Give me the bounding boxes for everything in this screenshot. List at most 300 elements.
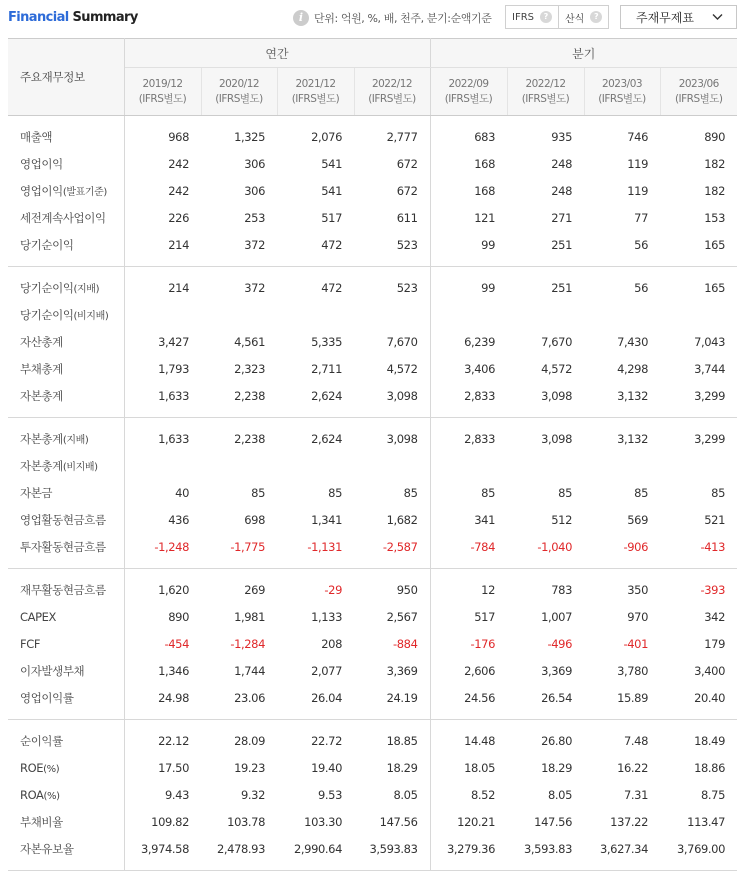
row-label-text: 이자발생부채 bbox=[20, 664, 85, 678]
value-cell: 3,400 bbox=[694, 664, 725, 678]
value-cell: 208 bbox=[321, 637, 342, 651]
row-label-suffix: (지배) bbox=[73, 284, 100, 296]
value-cell: 472 bbox=[321, 281, 342, 296]
value-cell: 3,132 bbox=[617, 432, 648, 447]
value-cell: 436 bbox=[168, 513, 189, 527]
period-header bbox=[124, 68, 201, 116]
value-cell: 17.50 bbox=[158, 761, 189, 775]
value-cell bbox=[201, 453, 277, 480]
value-cell: 4,298 bbox=[617, 362, 648, 376]
row-label-text: 순이익률 bbox=[20, 734, 63, 749]
row-label bbox=[8, 755, 124, 782]
value-cell: 56 bbox=[584, 232, 660, 267]
value-cell: -1,131 bbox=[277, 534, 354, 569]
value-cell: 7,430 bbox=[617, 335, 648, 349]
value-cell: -176 bbox=[470, 637, 495, 651]
value-cell: 6,239 bbox=[464, 335, 495, 349]
section-title: Financial Summary bbox=[8, 10, 138, 25]
row-label-text: 영업이익 bbox=[20, 157, 63, 171]
unit-description: 단위: 억원, %, 배, 천주, 분기:순액기준 bbox=[314, 12, 492, 25]
row-label bbox=[8, 178, 124, 205]
value-cell: 109.82 bbox=[151, 815, 189, 829]
value-cell bbox=[354, 302, 430, 329]
value-cell: 214 bbox=[124, 232, 201, 267]
table-row bbox=[8, 685, 737, 720]
table-row bbox=[8, 329, 737, 356]
value-cell: 165 bbox=[660, 232, 737, 267]
value-cell: 182 bbox=[704, 184, 725, 198]
value-cell: 9.53 bbox=[317, 788, 342, 802]
value-cell: 7,670 bbox=[541, 335, 572, 349]
value-cell bbox=[430, 453, 507, 480]
value-cell: 1,007 bbox=[541, 610, 572, 624]
row-label-text: 부채총계 bbox=[20, 362, 63, 376]
value-cell: 168 bbox=[474, 184, 495, 198]
value-cell: 85 bbox=[711, 486, 725, 500]
value-cell: 3,744 bbox=[694, 362, 725, 376]
value-cell: -1,775 bbox=[201, 534, 277, 569]
value-cell: 269 bbox=[244, 583, 265, 598]
table-row bbox=[8, 480, 737, 507]
financial-summary-table bbox=[8, 38, 737, 871]
value-cell: 251 bbox=[551, 281, 572, 296]
period-header bbox=[201, 68, 277, 116]
label-column-header: 주요재무정보 bbox=[8, 39, 124, 116]
row-label-text: 자산총계 bbox=[20, 335, 63, 349]
value-cell: 22.12 bbox=[158, 734, 189, 749]
value-cell: 2,478.93 bbox=[201, 836, 277, 871]
row-label-suffix: (비지배) bbox=[73, 311, 109, 322]
period-date: 2023/03 bbox=[601, 77, 643, 90]
value-cell: 271 bbox=[551, 211, 572, 225]
value-cell: 3,098 bbox=[354, 383, 430, 418]
table-row bbox=[8, 534, 737, 569]
value-cell: 8.75 bbox=[700, 788, 725, 802]
row-label-text: CAPEX bbox=[20, 610, 56, 624]
value-cell: -2,587 bbox=[354, 534, 430, 569]
value-cell: 18.29 bbox=[541, 761, 572, 775]
table-row bbox=[8, 356, 737, 383]
value-cell: 19.23 bbox=[234, 761, 265, 775]
period-header bbox=[507, 68, 584, 116]
period-date: 2019/12 bbox=[142, 77, 183, 90]
table-row bbox=[8, 453, 737, 480]
row-label bbox=[8, 116, 124, 151]
period-basis: (IFRS별도) bbox=[215, 92, 263, 105]
row-label bbox=[8, 383, 124, 418]
value-cell bbox=[507, 453, 584, 480]
value-cell: 569 bbox=[627, 513, 648, 527]
row-label bbox=[8, 604, 124, 631]
table-row bbox=[8, 383, 737, 418]
table-row bbox=[8, 658, 737, 685]
value-cell: 4,572 bbox=[541, 362, 572, 376]
value-cell: 935 bbox=[551, 130, 572, 145]
value-cell: 2,076 bbox=[311, 130, 342, 145]
value-cell: 2,238 bbox=[234, 432, 265, 447]
value-cell: 121 bbox=[474, 211, 495, 225]
table-row bbox=[8, 232, 737, 267]
row-label-text: 자본총계 bbox=[20, 459, 63, 473]
row-label bbox=[8, 356, 124, 383]
period-basis: (IFRS별도) bbox=[521, 92, 570, 105]
value-cell: 179 bbox=[704, 637, 725, 651]
value-cell: 147.56 bbox=[354, 809, 430, 836]
value-cell: 970 bbox=[627, 610, 648, 624]
value-cell: -1,248 bbox=[124, 534, 201, 569]
value-cell: -29 bbox=[324, 583, 342, 598]
value-cell: 103.78 bbox=[227, 815, 265, 829]
period-date: 2022/12 bbox=[525, 77, 566, 90]
value-cell: 3,299 bbox=[660, 383, 737, 418]
value-cell: 5,335 bbox=[311, 335, 342, 349]
ifrs-button[interactable]: IFRS ? bbox=[506, 6, 558, 28]
row-label-text: ROE bbox=[20, 761, 44, 775]
value-cell: 521 bbox=[704, 513, 725, 527]
period-date: 2020/12 bbox=[218, 77, 260, 90]
value-cell bbox=[430, 302, 507, 329]
table-row bbox=[8, 569, 737, 604]
value-cell: 22.72 bbox=[311, 734, 342, 749]
period-date: 2023/06 bbox=[678, 77, 719, 90]
row-label-text: 영업이익률 bbox=[20, 690, 74, 705]
value-cell: 7.48 bbox=[623, 734, 648, 749]
value-cell bbox=[277, 453, 354, 480]
period-basis: (IFRS별도) bbox=[368, 92, 416, 105]
value-cell: 541 bbox=[321, 157, 342, 171]
value-cell: 2,567 bbox=[354, 604, 430, 631]
value-cell: 103.30 bbox=[304, 815, 342, 829]
value-cell bbox=[277, 302, 354, 329]
value-cell: -1,284 bbox=[230, 637, 265, 651]
row-label bbox=[8, 631, 124, 658]
value-cell: 2,624 bbox=[277, 383, 354, 418]
value-cell: 18.86 bbox=[694, 761, 725, 775]
value-cell: 890 bbox=[704, 130, 725, 145]
value-cell: 24.98 bbox=[124, 685, 201, 720]
value-cell: 342 bbox=[704, 610, 725, 624]
table-row bbox=[8, 836, 737, 871]
value-cell: 85 bbox=[634, 486, 648, 500]
row-label-text: 투자활동현금흐름 bbox=[20, 539, 106, 554]
value-cell: 7.31 bbox=[623, 788, 648, 802]
value-cell: 3,369 bbox=[354, 658, 430, 685]
value-cell: 9.32 bbox=[240, 788, 265, 802]
value-cell: 2,624 bbox=[311, 432, 342, 447]
value-cell: 372 bbox=[244, 281, 265, 296]
value-cell: 28.09 bbox=[234, 734, 265, 749]
period-header bbox=[354, 68, 430, 116]
value-cell: -454 bbox=[164, 637, 189, 651]
value-cell: 253 bbox=[244, 211, 265, 225]
value-cell: -1,040 bbox=[507, 534, 584, 569]
select-value: 주재무제표 bbox=[636, 10, 694, 25]
row-label-text: 매출액 bbox=[20, 130, 53, 145]
value-cell: 512 bbox=[551, 513, 572, 527]
value-cell bbox=[507, 302, 584, 329]
row-label bbox=[8, 685, 124, 720]
value-cell: 15.89 bbox=[584, 685, 660, 720]
value-cell: 7,670 bbox=[354, 329, 430, 356]
value-cell: 2,990.64 bbox=[277, 836, 354, 871]
value-cell: 19.40 bbox=[311, 761, 342, 775]
value-cell: 226 bbox=[168, 211, 189, 225]
value-cell bbox=[660, 453, 737, 480]
row-label-text: 세전계속사업이익 bbox=[20, 211, 106, 225]
table-row bbox=[8, 151, 737, 178]
period-basis: (IFRS별도) bbox=[291, 92, 340, 105]
row-label bbox=[8, 418, 124, 453]
row-label bbox=[8, 809, 124, 836]
row-label bbox=[8, 232, 124, 267]
value-cell: -413 bbox=[660, 534, 737, 569]
value-cell: 2,833 bbox=[430, 383, 507, 418]
chevron-down-icon bbox=[712, 13, 723, 21]
row-label bbox=[8, 329, 124, 356]
value-cell: 40 bbox=[175, 486, 189, 500]
value-cell: 523 bbox=[354, 267, 430, 302]
value-cell: 3,098 bbox=[507, 383, 584, 418]
value-cell: 8.05 bbox=[354, 782, 430, 809]
row-label-text: 당기순이익 bbox=[20, 281, 74, 296]
value-cell: 3,627.34 bbox=[584, 836, 660, 871]
value-cell: 672 bbox=[354, 151, 430, 178]
period-date: 2022/09 bbox=[448, 77, 489, 90]
value-cell: 7,043 bbox=[694, 335, 725, 349]
value-cell: 2,238 bbox=[201, 383, 277, 418]
value-cell: 248 bbox=[551, 184, 572, 198]
value-cell: 165 bbox=[704, 281, 725, 296]
value-cell: 77 bbox=[634, 211, 648, 225]
value-cell: 147.56 bbox=[534, 815, 572, 829]
value-cell: 26.80 bbox=[541, 734, 572, 749]
value-cell: 3,369 bbox=[541, 664, 572, 678]
value-cell: -393 bbox=[700, 583, 725, 598]
value-cell: 26.54 bbox=[507, 685, 584, 720]
value-cell: 168 bbox=[474, 157, 495, 171]
basis-toggle-group bbox=[505, 5, 609, 29]
row-label bbox=[8, 782, 124, 809]
value-cell: 2,777 bbox=[354, 116, 430, 151]
value-cell: 3,780 bbox=[617, 664, 648, 678]
row-label-text: FCF bbox=[20, 637, 41, 651]
row-label bbox=[8, 267, 124, 302]
value-cell: 214 bbox=[168, 281, 189, 296]
statement-type-select[interactable] bbox=[620, 5, 737, 29]
row-label-text: 부채비율 bbox=[20, 815, 63, 829]
period-header bbox=[660, 68, 737, 116]
table-row bbox=[8, 116, 737, 151]
value-cell: 9.43 bbox=[164, 788, 189, 802]
value-cell: 1,620 bbox=[158, 583, 189, 598]
formula-button[interactable]: 산식 ? bbox=[558, 6, 608, 28]
row-label bbox=[8, 453, 124, 480]
period-basis: (IFRS별도) bbox=[674, 92, 723, 105]
table-row bbox=[8, 604, 737, 631]
value-cell: 541 bbox=[321, 184, 342, 198]
table-row bbox=[8, 178, 737, 205]
value-cell: 113.47 bbox=[687, 815, 725, 829]
value-cell: 1,981 bbox=[234, 610, 265, 624]
value-cell: 14.48 bbox=[464, 734, 495, 749]
period-date: 2022/12 bbox=[371, 77, 413, 90]
value-cell: 85 bbox=[328, 486, 342, 500]
value-cell: 517 bbox=[474, 610, 495, 624]
table-row bbox=[8, 302, 737, 329]
table-row bbox=[8, 507, 737, 534]
info-icon[interactable]: i bbox=[293, 10, 309, 26]
value-cell: 8.52 bbox=[470, 788, 495, 802]
row-label bbox=[8, 151, 124, 178]
value-cell: 517 bbox=[321, 211, 342, 225]
value-cell: 746 bbox=[627, 130, 648, 145]
row-label bbox=[8, 720, 124, 755]
value-cell: 18.05 bbox=[464, 761, 495, 775]
value-cell: 248 bbox=[551, 157, 572, 171]
value-cell: 182 bbox=[704, 157, 725, 171]
value-cell: 242 bbox=[168, 184, 189, 198]
value-cell: 1,682 bbox=[354, 507, 430, 534]
row-label-suffix: (비지배) bbox=[62, 462, 98, 473]
value-cell: -496 bbox=[547, 637, 572, 651]
period-header bbox=[430, 68, 507, 116]
value-cell: 99 bbox=[430, 232, 507, 267]
value-cell bbox=[584, 302, 660, 329]
value-cell: 672 bbox=[354, 178, 430, 205]
value-cell: 968 bbox=[168, 130, 189, 145]
value-cell: 4,572 bbox=[354, 356, 430, 383]
value-cell: 2,711 bbox=[311, 362, 342, 376]
value-cell: 16.22 bbox=[617, 761, 648, 775]
value-cell: 783 bbox=[551, 583, 572, 598]
row-label-suffix: (%) bbox=[43, 764, 60, 775]
value-cell: 4,561 bbox=[234, 335, 265, 349]
help-icon[interactable]: ? bbox=[540, 11, 552, 23]
value-cell: 372 bbox=[201, 232, 277, 267]
value-cell: 3,098 bbox=[541, 432, 572, 447]
value-cell: 3,299 bbox=[694, 432, 725, 447]
value-cell: 611 bbox=[354, 205, 430, 232]
value-cell: 3,593.83 bbox=[354, 836, 430, 871]
value-cell: 120.21 bbox=[457, 815, 495, 829]
value-cell: 3,593.83 bbox=[507, 836, 584, 871]
period-basis: (IFRS별도) bbox=[138, 92, 187, 105]
value-cell: 119 bbox=[627, 184, 648, 198]
table-row bbox=[8, 418, 737, 453]
value-cell: 523 bbox=[354, 232, 430, 267]
value-cell: 698 bbox=[244, 513, 265, 527]
value-cell: 1,133 bbox=[311, 610, 342, 624]
value-cell: 85 bbox=[558, 486, 572, 500]
row-label-text: 영업활동현금흐름 bbox=[20, 513, 106, 527]
row-label bbox=[8, 836, 124, 871]
value-cell: 3,427 bbox=[158, 335, 189, 349]
value-cell bbox=[124, 453, 201, 480]
row-label bbox=[8, 534, 124, 569]
value-cell: 1,341 bbox=[311, 513, 342, 527]
period-basis: (IFRS별도) bbox=[444, 92, 493, 105]
value-cell bbox=[660, 302, 737, 329]
annual-group-header: 연간 bbox=[124, 39, 430, 68]
row-label bbox=[8, 507, 124, 534]
value-cell: 56 bbox=[634, 281, 648, 296]
value-cell: 20.40 bbox=[660, 685, 737, 720]
period-header bbox=[584, 68, 660, 116]
value-cell: 306 bbox=[244, 184, 265, 198]
row-label bbox=[8, 205, 124, 232]
row-label bbox=[8, 480, 124, 507]
table-row bbox=[8, 809, 737, 836]
value-cell: 3,769.00 bbox=[660, 836, 737, 871]
financial-summary-header bbox=[0, 0, 741, 38]
value-cell: 683 bbox=[474, 130, 495, 145]
row-label-text: 자본총계 bbox=[20, 432, 63, 447]
row-label-text: 당기순이익 bbox=[20, 237, 74, 252]
value-cell: 3,406 bbox=[464, 362, 495, 376]
row-label-text: 영업이익 bbox=[20, 184, 63, 198]
row-label-text: 재무활동현금흐름 bbox=[20, 583, 106, 598]
value-cell: 242 bbox=[168, 157, 189, 171]
value-cell: 341 bbox=[474, 513, 495, 527]
value-cell: 2,323 bbox=[234, 362, 265, 376]
value-cell: 18.85 bbox=[354, 720, 430, 755]
row-label-suffix: (%) bbox=[43, 791, 60, 802]
value-cell: 1,793 bbox=[158, 362, 189, 376]
value-cell: 950 bbox=[354, 569, 430, 604]
quarter-group-header: 분기 bbox=[430, 39, 737, 68]
table-row bbox=[8, 205, 737, 232]
value-cell: 3,974.58 bbox=[124, 836, 201, 871]
value-cell: 119 bbox=[627, 157, 648, 171]
row-label bbox=[8, 302, 124, 329]
value-cell: 85 bbox=[481, 486, 495, 500]
value-cell: -884 bbox=[354, 631, 430, 658]
row-label-text: 당기순이익 bbox=[20, 308, 74, 322]
row-label-text: 자본유보율 bbox=[20, 841, 74, 856]
value-cell: -906 bbox=[584, 534, 660, 569]
value-cell: 137.22 bbox=[610, 815, 648, 829]
value-cell: 153 bbox=[704, 211, 725, 225]
value-cell: 1,633 bbox=[158, 432, 189, 447]
row-label-suffix: (지배) bbox=[62, 435, 89, 447]
value-cell: 1,325 bbox=[234, 130, 265, 145]
period-date: 2021/12 bbox=[295, 77, 336, 90]
value-cell: 2,833 bbox=[464, 432, 495, 447]
value-cell: 1,744 bbox=[234, 664, 265, 678]
row-label-suffix: (발표기준) bbox=[62, 187, 107, 198]
table-row bbox=[8, 267, 737, 302]
row-label-text: 자본금 bbox=[20, 486, 53, 500]
value-cell: 3,279.36 bbox=[430, 836, 507, 871]
value-cell: 18.49 bbox=[694, 734, 725, 749]
value-cell: 472 bbox=[277, 232, 354, 267]
value-cell: 350 bbox=[627, 583, 648, 598]
value-cell: 12 bbox=[481, 583, 495, 598]
value-cell: 8.05 bbox=[547, 788, 572, 802]
value-cell: 2,077 bbox=[311, 664, 342, 678]
value-cell: -784 bbox=[430, 534, 507, 569]
value-cell: 890 bbox=[168, 610, 189, 624]
value-cell: 18.29 bbox=[354, 755, 430, 782]
value-cell: 1,346 bbox=[158, 664, 189, 678]
value-cell: 306 bbox=[244, 157, 265, 171]
value-cell: 24.56 bbox=[430, 685, 507, 720]
help-icon[interactable]: ? bbox=[590, 11, 602, 23]
value-cell: 24.19 bbox=[354, 685, 430, 720]
value-cell bbox=[201, 302, 277, 329]
value-cell: 99 bbox=[481, 281, 495, 296]
value-cell: 26.04 bbox=[277, 685, 354, 720]
